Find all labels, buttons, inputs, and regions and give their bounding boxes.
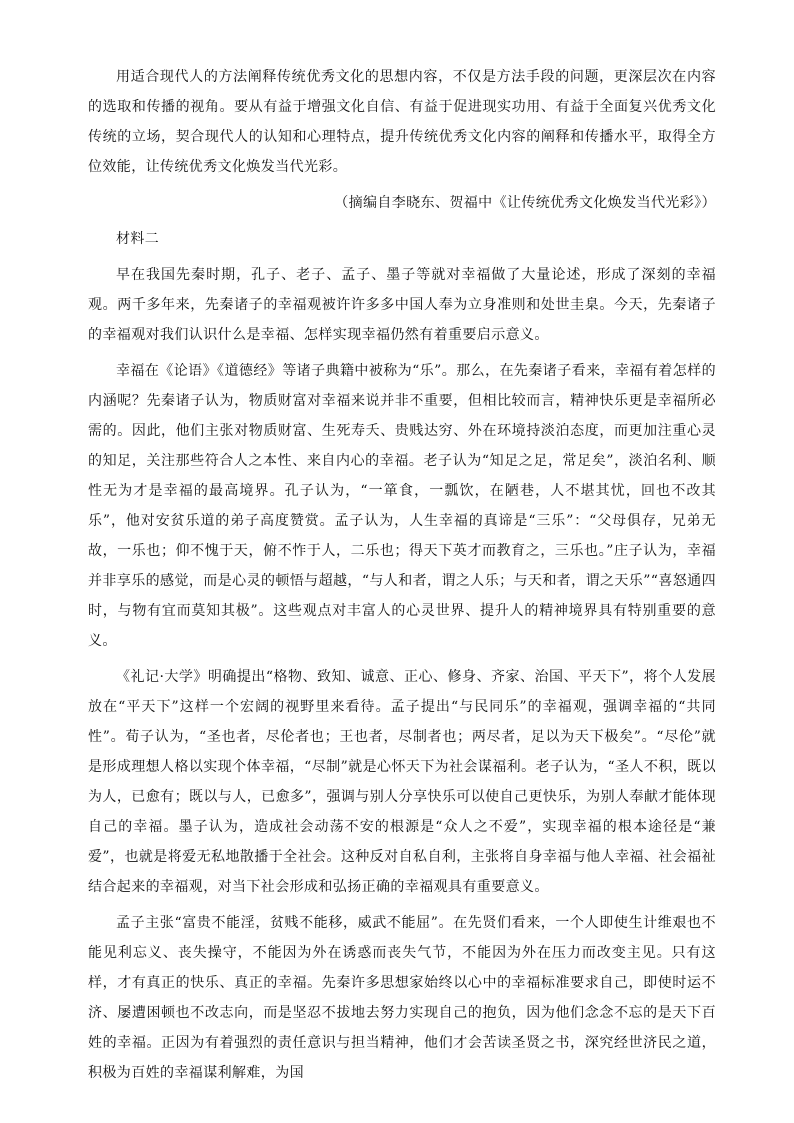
- body-paragraph: 早在我国先秦时期，孔子、老子、孟子、墨子等就对幸福做了大量论述，形成了深刻的幸福观。两千多年来，先秦诸子的幸福观被许许多多中国人奉为立身准则和处世圭臬。今天，先秦诸子的幸福观对我们认识什么是幸福、怎样实现幸福仍然有着重要启示意义。: [88, 267, 716, 343]
- body-paragraph: 幸福在《论语》《道德经》等诸子典籍中被称为“乐”。那么，在先秦诸子看来，幸福有着怎样的内涵呢？先秦诸子认为，物质财富对幸福来说并非不重要，但相比较而言，精神快乐更是幸福所必需的。因此，他们主张对物质财富、生死寿夭、贵贱达穷、外在环境持淡泊态度，而更加注重心灵的知足，关注那些符合人之本性、来自内心的幸福。老子认为“知足之足，常足矣”，淡泊名利、顺性无为才是幸福的最高境界。孔子认为，“一箪食，一瓢饮，在陋巷，人不堪其忧，回也不改其乐”，他对安贫乐道的弟子高度赞赏。孟子认为，人生幸福的真谛是“三乐”：“父母俱存，兄弟无故，一乐也；仰不愧于天，俯不怍于人，二乐也；得天下英才而教育之，三乐也。”庄子认为，幸福并非享乐的感觉，而是心灵的顿悟与超越，“与人和者，谓之人乐；与天和者，谓之天乐”“喜怒通四时，与物有宜而莫知其极”。这些观点对丰富人的心灵世界、提升人的精神境界具有特别重要的意义。: [88, 363, 716, 649]
- document-body: [88, 62, 716, 1088]
- body-paragraph: 孟子主张“富贵不能淫，贫贱不能移，威武不能屈”。在先贤们看来，一个人即使生计维艰也不能见利忘义、丧失操守，不能因为外在诱惑而丧失气节，不能因为外在压力而改变主见。只有这样，才有真正的快乐、真正的幸福。先秦许多思想家始终以心中的幸福标准要求自己，即使时运不济、屡遭困顿也不改志向，而是坚忍不拔地去努力实现自己的抱负，因为他们念念不忘的是天下百姓的幸福。正因为有着强烈的责任意识与担当精神，他们才会苦读圣贤之书，深究经世济民之道，积极为百姓的幸福谋利解难，为国: [88, 915, 716, 1081]
- material-heading: 材料二: [116, 231, 160, 247]
- body-paragraph: 《礼记·大学》明确提出“格物、致知、诚意、正心、修身、齐家、治国、平天下”，将个人发展放在“平天下”这样一个宏阔的视野里来看待。孟子提出“与民同乐”的幸福观，强调幸福的“共同性”。荀子认为，“圣也者，尽伦者也；王也者，尽制者也；两尽者，足以为天下极矣”。“尽伦”就是形成理想人格以实现个体幸福，“尽制”就是心怀天下为社会谋福利。老子认为，“圣人不积，既以为人，已愈有；既以与人，已愈多”，强调与别人分享快乐可以使自己更快乐，为别人奉献才能体现自己的幸福。墨子认为，造成社会动荡不安的根源是“众人之不爱”，实现幸福的根本途径是“兼爱”，也就是将爱无私地散播于全社会。这种反对自私自利，主张将自身幸福与他人幸福、社会福祉结合起来的幸福观，对当下社会形成和弘扬正确的幸福观具有重要意义。: [88, 669, 716, 895]
- source-citation: （摘编自李晓东、贺福中《让传统优秀文化焕发当代光彩》）: [334, 195, 716, 211]
- intro-paragraph: 用适合现代人的方法阐释传统优秀文化的思想内容，不仅是方法手段的问题，更深层次在内容的选取和传播的视角。要从有益于增强文化自信、有益于促进现实功用、有益于全面复兴优秀文化传统的立场，契合现代人的认知和心理特点，提升传统优秀文化内容的阐释和传播水平，取得全方位效能，让传统优秀文化焕发当代光彩。: [88, 69, 716, 175]
